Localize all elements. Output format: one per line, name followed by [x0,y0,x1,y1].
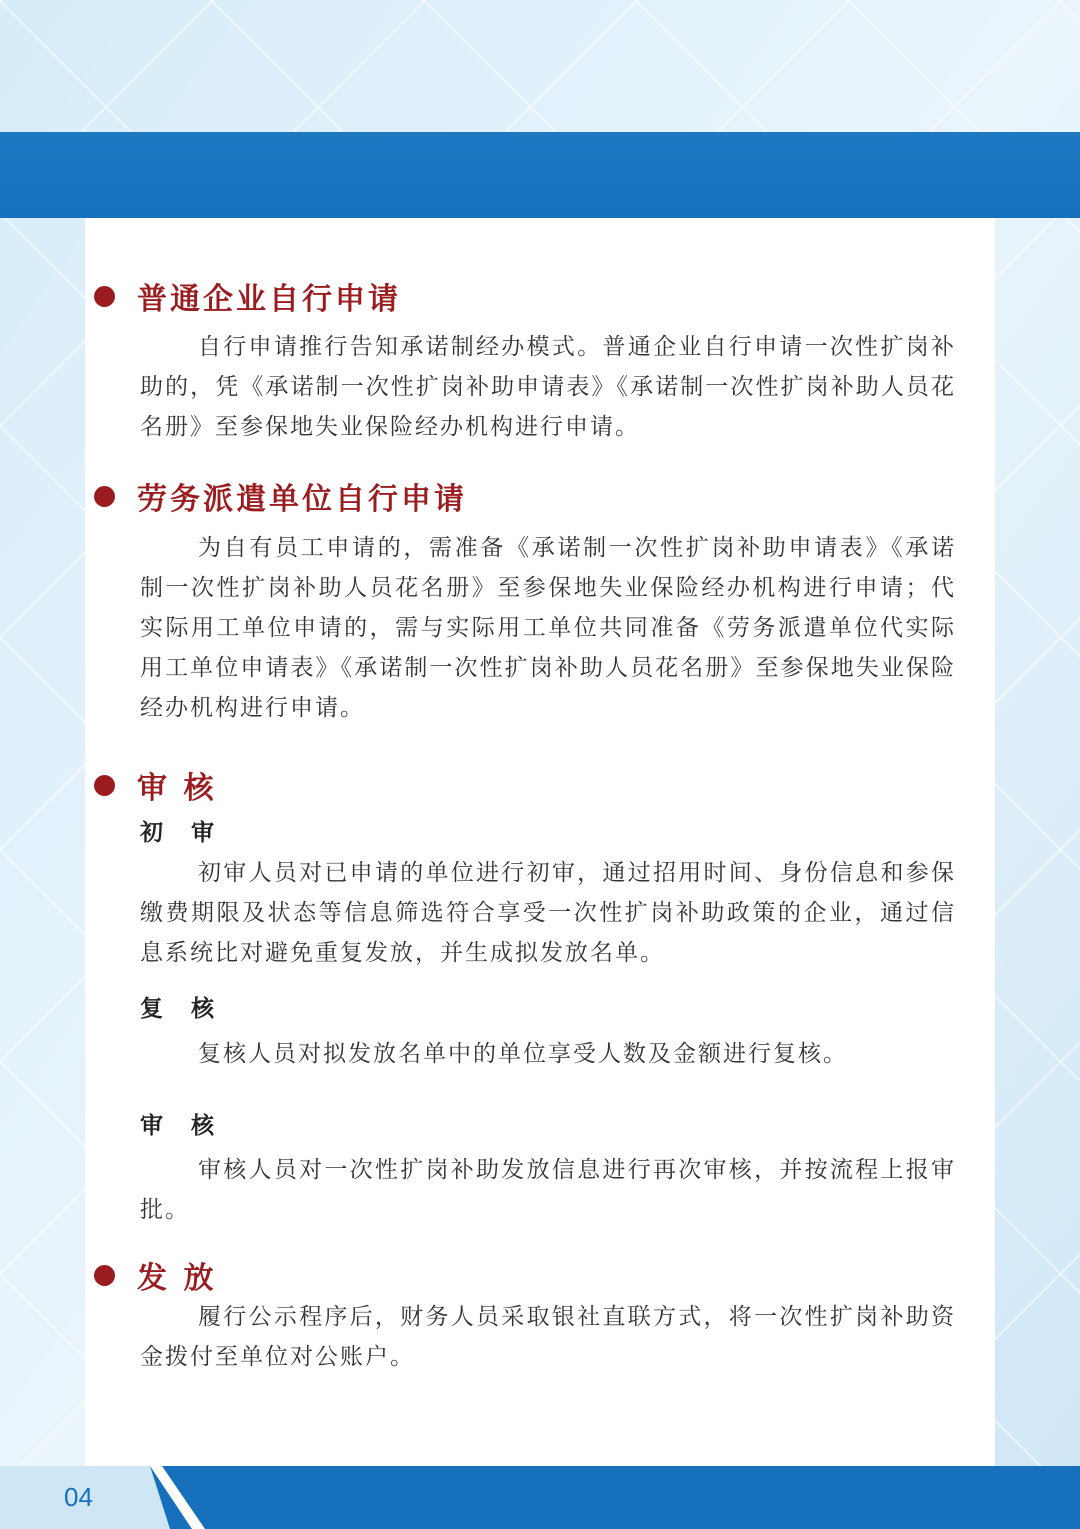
bullet-icon [94,775,115,796]
section-heading-text: 劳务派遣单位自行申请 [137,482,467,517]
section-paragraph: 初审人员对已申请的单位进行初审，通过招用时间、身份信息和参保缴费期限及状态等信息筛选符合享受一次性扩岗补助政策的企业，通过信息系统比对避免重复发放，并生成拟发放名单。 [140,860,956,966]
section-paragraph: 自行申请推行告知承诺制经办模式。普通企业自行申请一次性扩岗补助的，凭《承诺制一次性扩岗补助申请表》《承诺制一次性扩岗补助人员花名册》至参保地失业保险经办机构进行申请。 [140,334,956,440]
subheading-initial-review: 初 审 [140,820,225,846]
section-paragraph: 审核人员对一次性扩岗补助发放信息进行再次审核，并按流程上报审批。 [140,1157,956,1223]
bullet-icon [94,486,115,507]
header-band [0,132,1080,218]
section-heading-disbursement [94,1253,216,1297]
bullet-icon [94,1265,115,1286]
section-paragraph: 履行公示程序后，财务人员采取银社直联方式，将一次性扩岗补助资金拨付至单位对公账户。 [140,1304,956,1370]
section-heading-text: 审 核 [137,771,217,806]
subheading-audit: 审 核 [140,1113,225,1139]
section-paragraph: 复核人员对拟发放名单中的单位享受人数及金额进行复核。 [198,1041,848,1067]
subheading-recheck: 复 核 [140,996,225,1022]
bullet-icon [94,286,115,307]
section-paragraph: 为自有员工申请的，需准备《承诺制一次性扩岗补助申请表》《承诺制一次性扩岗补助人员花名册》至参保地失业保险经办机构进行申请；代实际用工单位申请的，需与实际用工单位共同准备《劳务派遣单位代实际用工单位申请表》《承诺制一次性扩岗补助人员花名册》至参保地失业保险经办机构进行申请。 [140,535,956,721]
section-heading-dispatch-apply [94,474,467,518]
page-number: 04 [64,1482,93,1512]
section-heading-text: 发 放 [137,1261,217,1296]
section-heading-self-apply [94,274,401,318]
section-heading-review [94,763,216,807]
section-heading-text: 普通企业自行申请 [137,282,401,317]
